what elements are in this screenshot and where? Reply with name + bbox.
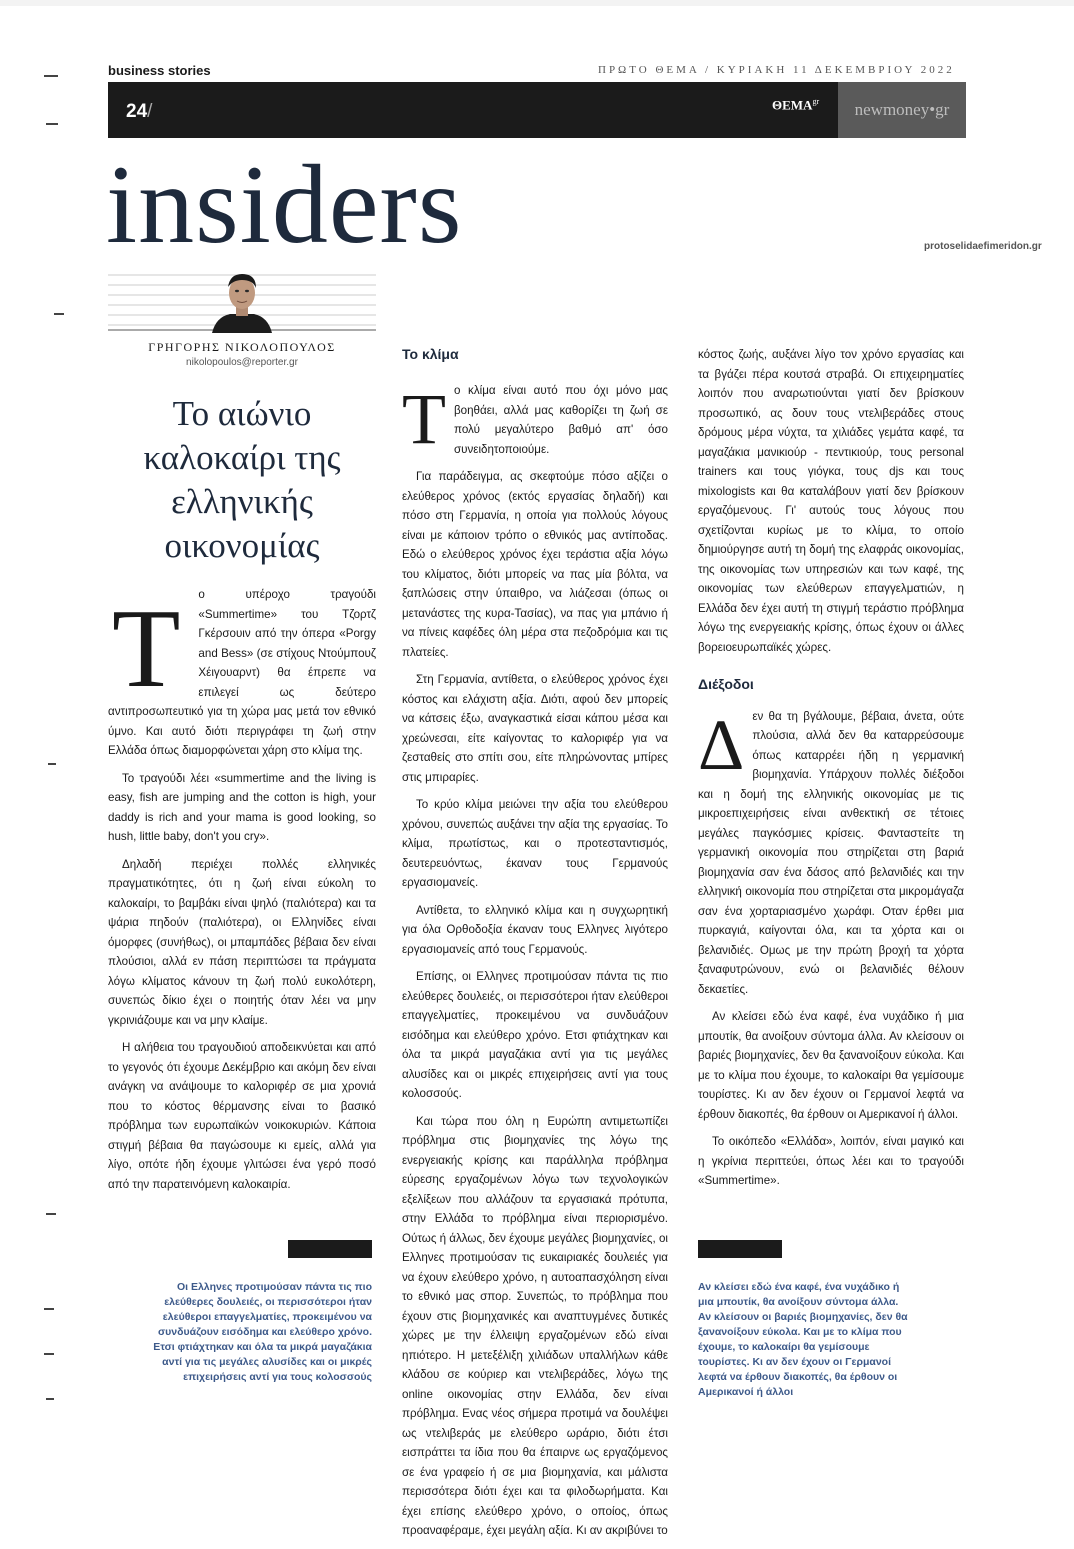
paragraph: Δηλαδή περιέχει πολλές ελληνικές πραγματικότητες, ότι η ζωή είναι εύκολη το καλοκαίρι, το βαμβάκι είναι ψηλό (παλιότερα) και τα ψάρια πηδούν (παλιότερα), οι Ελληνίδες είναι όμορφες (συνήθως), οι μπαμπάδες βέβαια δεν είναι πλούσιοι, αλλά εν πάση περιπτώσει τα πράγματα λόγω κλίματος κάνουν τη ζωή πολύ ευκολότερη, συνεπώς δίκιο έχει ο ποιητής όταν λέει να μην γκρινιάζουμε και να μην κλαίμε. (108, 857, 376, 1027)
scan-mark (54, 313, 64, 315)
lead-paragraph (108, 585, 376, 761)
scan-top-edge (0, 0, 1074, 6)
thema-logo-text: ΘΕΜΑ (772, 97, 813, 113)
paragraph: Αν κλείσει εδώ ένα καφέ, ένα νυχάδικο ή μια μπουτίκ, θα ανοίξουν σύντομα άλλα. Αν κλείσουν οι βαριές βιομηχανίες, δεν θα ξανανοίξουν εύκολα. Και με το κλίμα που έχουμε, το καλοκαίρι θα γεμίσουμε τουρίστες. Κι αν δεν έχουν οι Γερμανοί λεφτά να έρθουν διακοπές, θα έρθουν οι Αμερικανοί ή άλλοι. (698, 1010, 964, 1121)
page-number-value: 24 (126, 101, 148, 122)
paragraph: Και τώρα που όλη η Ευρώπη αντιμετωπίζει πρόβλημα στις βιομηχανίες της λόγω της ενεργειακής κρίσης και παράλληλα πρόβλημα εύρεσης εργαζομένων λόγω των τεχνολογικών εξελίξεων που αλλάζουν τα εργασιακά πρότυπα, στην Ελλάδα το πρόβλημα είναι περιορισμένο. Ούτως ή άλλως, δεν έχουμε μεγάλες βιομηχανίες, οι Ελληνες προτιμούσαν τις ευκαιριακές δουλειές για να έχουν ελεύθερο χρόνο, η αυτοαπασχόληση είναι το εθνικό μας σπορ. Συνεπώς, το πρόβλημα που έχουν στις βιομηχανικές και αναπτυγμένες δυτικές χώρες με την έλλειψη εργαζομένων εδώ είναι ηπιότερο. Η μετεξέλιξη χιλιάδων υπαλλήλων κάθε κλάδου σε κούριερ και ντελιβεράδες, λόγω της online οικονομίας στην Ελλάδα, δεν είναι πρόβλημα. Ενας νέος σήμερα προτιμά να δουλέψει ως ντελιβεράς με ελεύθερο ωράριο, διότι έτσι εισπράττει τα ίδια που θα έπαιρνε ως εργαζόμενος σε ένα γραφείο ή σε μια βιομηχανία, και μάλιστα περισσότερα διότι έχει και τα φιλοδωρήματα. Και έχει επίσης ελεύθερο χρόνο, ο οποίος, όπως προαναφέραμε, έχει μεγάλη αξία. Κι αν ακριβύνει το (402, 1114, 668, 1537)
dropcap: Τ (112, 587, 181, 711)
pullquote-left: Οι Ελληνες προτιμούσαν πάντα τις πιο ελεύθερες δουλειές, οι περισσότεροι ήταν ελεύθεροι επαγγελματίες, προκειμένου να συνδυάζουν εισόδημα και ελεύθερο χρόνο. Ετσι φτιάχτηκαν και όλα τα μικρά μαγαζάκια αντί για τις μεγάλες αλυσίδες και οι μικρές επιχειρήσεις αντί για τους κολοσσούς (153, 1281, 372, 1383)
paragraph: Το κρύο κλίμα μειώνει την αξία του ελεύθερου χρόνου, συνεπώς αυξάνει την αξία της εργασίας. Το κλίμα, πρωτίστως, και ο προτεσταντισμός, δευτερευόντως, έκαναν τους Γερμανούς εργασιομανείς. (402, 798, 668, 889)
paragraph: Επίσης, οι Ελληνες προτιμούσαν πάντα τις πιο ελεύθερες δουλειές, οι περισσότεροι ήταν ελεύθεροι επαγγελματίες, προκειμένου να συνδυάζουν εισόδημα και ελεύθερο χρόνο. Ετσι φτιάχτηκαν και όλα τα μικρά μαγαζάκια αντί για τις μεγάλες αλυσίδες και οι μικρές επιχειρήσεις αντί για τους κολοσσούς. (402, 970, 668, 1100)
thema-logo (772, 97, 819, 113)
newmoney-logo: newmoney•gr (838, 82, 966, 138)
scan-mark (44, 1308, 54, 1310)
scan-mark (44, 1353, 54, 1355)
page-number-slash: / (147, 101, 153, 122)
author-name: ΓΡΗΓΟΡΗΣ ΝΙΚΟΛΟΠΟΥΛΟΣ (148, 340, 336, 354)
scan-mark (46, 1398, 54, 1400)
paragraph: Αντίθετα, το ελληνικό κλίμα και η συγχωρητική για όλα Ορθοδοξία έκαναν τους Ελληνες λιγότερο εργασιομανείς από τους Γερμανούς. (402, 903, 668, 956)
column-1 (108, 585, 376, 1202)
lead-paragraph (698, 704, 964, 1000)
watermark: protoselidaefimeridon.gr (924, 241, 1042, 252)
scan-mark (48, 763, 56, 765)
scan-mark (46, 1213, 56, 1215)
headline: Το αιώνιο καλοκαίρι της ελληνικής οικονομίας (143, 394, 341, 565)
scan-mark (44, 75, 58, 77)
pullquote-marker-left (288, 1240, 372, 1258)
paragraph: Το οικόπεδο «Ελλάδα», λοιπόν, είναι μαγικό και η γκρίνια περιττεύει, όπως λέει και το τραγούδι «Summertime». (698, 1135, 964, 1187)
pullquote-right: Αν κλείσει εδώ ένα καφέ, ένα νυχάδικο ή μια μπουτίκ, θα ανοίξουν σύντομα άλλα. Αν κλείσουν οι βαριές βιομηχανίες, δεν θα ξανανοίξουν εύκολα. Και με το κλίμα που έχουμε, το καλοκαίρι θα γεμίσουμε τουρίστες. Κι αν δεν έχουν οι Γερμανοί λεφτά να έρθουν διακοπές, θα έρθουν οι Αμερικανοί ή άλλοι (698, 1281, 908, 1398)
subhead-climate: Το κλίμα (402, 346, 459, 362)
lead-text: ο υπέροχο τραγούδι «Summertime» του Τζορτζ Γκέρσουιν από την όπερα «Porgy and Bess» (σε στίχους Ντούμπουζ Χέιγουαρντ) θα έπρεπε να επιλεγεί ως δεύτερο αντιπροσωπευτικό για τη χώρα μας μετά τον εθνικό ύμνο. Και αυτό διότι περιγράφει τη ζωή στην Ελλάδα όπως διαμορφώνεται χάρη στο κλίμα της. (108, 588, 376, 757)
column-2 (402, 381, 668, 1549)
masthead: insiders (106, 143, 463, 267)
dateline: ΠΡΩΤΟ ΘΕΜΑ / ΚΥΡΙΑΚΗ 11 ΔΕΚΕΜΒΡΙΟΥ 2022 (598, 64, 955, 76)
dropcap: Δ (698, 704, 745, 785)
lead-text: ο κλίμα είναι αυτό που όχι μόνο μας βοηθάει, αλλά μας καθορίζει τη ζωή σε πολύ μεγαλύτερο βαθμό απ' όσο συνειδητοποιούμε. (453, 384, 668, 456)
lead-paragraph (402, 381, 668, 459)
column-3 (698, 345, 964, 1199)
thema-logo-suffix: gr (812, 97, 820, 106)
page-number (126, 101, 152, 123)
paragraph: Η αλήθεια του τραγουδιού αποδεικνύεται και από το γεγονός ότι έχουμε Δεκέμβριο και ακόμη δεν είναι ανάγκη να ανάψουμε το καλοριφέρ σε μια χρονιά που το κόστος θέρμανσης είναι το βασικό πρόβλημα των ευρωπαϊκών νοικοκυριών. Κάποια στιγμή βέβαια θα παγώσουμε κι εμείς, αλλά για λίγο, οπότε ήδη έχουμε γλιτώσει ένα γερό ποσό από την παρατεινόμενη καλοκαιρία. (108, 1041, 376, 1191)
section-label: business stories (108, 63, 211, 78)
subhead-exits: Διέξοδοι (698, 676, 754, 692)
paragraph: κόστος ζωής, αυξάνει λίγο τον χρόνο εργασίας και τα βγάζει πέρα κουτσά στραβά. Οι επιχειρηματίες λοιπόν που αναρωτιούνται γιατί δεν βρίσκουν προσωπικό, ας δουν τους ντελιβεράδες στους δρόμους μέρα νύχτα, τα χιλιάδες γεμάτα καφέ, τα μαγαζάκια μανικιούρ - πεντικιούρ, τους personal trainers και τους γιόγκα, τους djs και τους mixologists και θα καταλάβουν γιατί δεν βρίσκουν εργαζόμενους. Γι' αυτούς τους λόγους που σχετίζονται κυρίως με το κλίμα, το οποίο δημιούργησε αυτή τη δομή της ελαφράς οικονομίας, της οικονομίας των υπηρεσιών και των καφέ, της οικονομίας των ελεύθερων επαγγελματιών, η Ελλάδα δεν έχει αυτή τη στιγμή τεράστιο πρόβλημα λόγω της ενεργειακής κρίσης, όπως έχουν οι άλλες βορειοευρωπαϊκές χώρες. (698, 348, 964, 654)
paragraph: Το τραγούδι λέει «summertime and the living is easy, fish are jumping and the cotton is high, your daddy is rich and your mama is good looking, so hush, little baby, don't you cry». (108, 771, 376, 843)
scan-mark (46, 123, 58, 125)
paragraph: Στη Γερμανία, αντίθετα, ο ελεύθερος χρόνος έχει κόστος και ελάχιστη αξία. Διότι, αφού δεν μπορείς να κάτσεις έξω, αναγκαστικά είσαι κάπου μέσα και χρεώνεσαι, είτε καίγοντας το καλοριφέρ για να ζεσταθείς στο σπίτι σου, είτε πληρώνοντας μπίρες στις μπιραρίες. (402, 673, 668, 784)
author-portrait (206, 271, 278, 333)
pullquote-marker-right (698, 1240, 782, 1258)
lead-text: εν θα τη βγάλουμε, βέβαια, άνετα, ούτε πλούσια, αλλά δεν θα καταρρεύσουμε όπως καταρρέει ήδη η γερμανική βιομηχανία. Υπάρχουν πολλές διέξοδοι και η δομή της ελληνικής οικονομίας με τις μικροεπιχειρήσεις είναι ανθεκτική σε τέτοιες μεγάλες παγκόσμιες κρίσεις. Φανταστείτε τη γερμανική οικονομία που στηρίζεται στη βαριά βιομηχανία σαν ένα δάσος από βελανιδιές και την ελληνική οικονομία που στηρίζεται στα μικρομάγαζα σαν ένα χορταριασμένο χωράφι. Οταν έρθει μια πυρκαγιά, καίγονται όλα, και τα χόρτα και οι βελανιδιές. Ομως με την πρώτη βροχή τα χόρτα ξαναφυτρώνουν, ενώ οι βελανιδιές θέλουν δεκαετίες. (698, 709, 964, 996)
dropcap: Τ (402, 379, 446, 459)
paragraph: Για παράδειγμα, ας σκεφτούμε πόσο αξίζει ο ελεύθερος χρόνος (εκτός εργασίας δηλαδή) και πόσο στη Γερμανία, η οποία για πολλούς λόγους είναι με κάποιον τρόπο ο εθνικός μας αντίποδας. Εδώ ο ελεύθερος χρόνος έχει τεράστια αξία λόγω του κλίματος, διότι μπορείς να πας μία βόλτα, να ξαπλώσεις στην ύπαιθρο, να λιάζεσαι (όπως οι μετανάστες της κυρα-Τασίας), να πας για μπάνιο ή να πίνεις καφέδες όλη μέρα στα πεζοδρόμια και τις πλατείες. (402, 470, 668, 659)
author-email: nikolopoulos@reporter.gr (186, 357, 298, 368)
